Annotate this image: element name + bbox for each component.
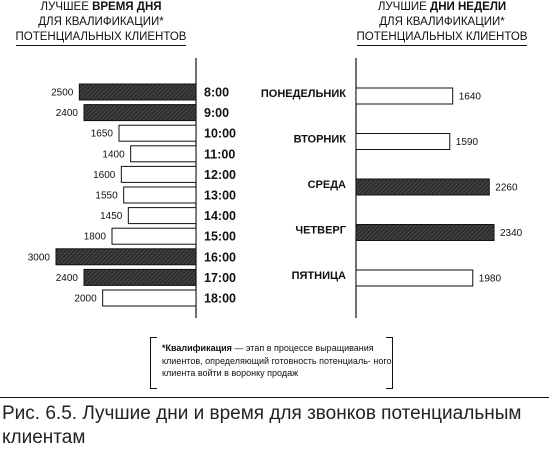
footnote-term: *Квалификация (162, 343, 232, 353)
left-value-label: 2500 (51, 87, 74, 99)
left-title-line2: ДЛЯ КВАЛИФИКАЦИИ* (38, 16, 164, 28)
caption-rule (0, 397, 549, 398)
left-value-label: 1400 (102, 149, 125, 161)
left-title-part1: ЛУЧШЕЕ (40, 1, 93, 13)
caption-text: Лучшие дни и время для звонков потенциальным клиентам (2, 403, 522, 448)
right-value-label: 2260 (495, 182, 518, 194)
left-bar-15:00 (112, 228, 196, 244)
left-category-label: 15:00 (204, 229, 236, 244)
left-category-label: 9:00 (204, 106, 230, 121)
right-bar-ПОНЕДЕЛЬНИК (356, 88, 453, 104)
left-value-label: 1550 (95, 190, 118, 202)
left-value-label: 1800 (83, 231, 106, 243)
right-category-label: ПЯТНИЦА (291, 270, 346, 282)
left-chart (28, 58, 236, 318)
right-bar-ВТОРНИК (356, 134, 450, 150)
right-category-label: ВТОРНИК (293, 133, 346, 146)
right-title-part1: ЛУЧШИЕ (377, 1, 431, 13)
left-bar-8:00 (79, 84, 196, 100)
right-title-bold: ДНИ НЕДЕЛИ (430, 1, 507, 13)
left-value-label: 1650 (90, 128, 113, 140)
right-category-label: ЧЕТВЕРГ (295, 224, 346, 237)
right-bar-ЧЕТВЕРГ (356, 225, 494, 241)
left-category-label: 18:00 (204, 291, 236, 306)
left-bar-13:00 (124, 187, 196, 203)
left-bar-14:00 (128, 208, 196, 224)
right-category-label: СРЕДА (307, 179, 346, 191)
right-bar-СРЕДА (356, 179, 489, 195)
left-value-label: 2400 (55, 272, 78, 284)
left-bar-18:00 (103, 290, 196, 306)
left-value-label: 1450 (100, 211, 123, 223)
left-bar-16:00 (56, 249, 196, 265)
right-title-line3: ПОТЕНЦИАЛЬНЫХ КЛИЕНТОВ (357, 31, 528, 46)
left-bar-10:00 (119, 125, 196, 141)
caption-label: Рис. 6.5. (2, 403, 78, 424)
left-bar-17:00 (84, 269, 196, 285)
left-category-label: 13:00 (204, 188, 236, 203)
right-bar-ПЯТНИЦА (356, 270, 473, 286)
figure-caption (2, 402, 542, 450)
footnote-text: — этап в процессе выращивания клиентов, определяющий готовность потенциаль- ного клиента войти в воронку продаж (162, 343, 392, 378)
left-category-label: 16:00 (204, 250, 236, 265)
left-category-label: 17:00 (204, 270, 236, 285)
left-value-label: 1600 (93, 169, 116, 181)
left-category-label: 8:00 (204, 85, 230, 100)
right-value-label: 1640 (458, 91, 481, 103)
right-value-label: 2340 (500, 228, 523, 239)
left-category-label: 10:00 (204, 126, 236, 141)
right-chart (261, 58, 523, 318)
left-category-label: 14:00 (204, 209, 236, 224)
left-title-line3: ПОТЕНЦИАЛЬНЫХ КЛИЕНТОВ (16, 31, 187, 46)
left-bar-11:00 (131, 146, 196, 162)
left-bar-9:00 (84, 105, 196, 121)
left-value-label: 2400 (55, 108, 78, 120)
left-category-label: 11:00 (204, 147, 236, 162)
right-value-label: 1980 (478, 273, 502, 285)
right-category-label: ПОНЕДЕЛЬНИК (260, 88, 346, 100)
left-bar-12:00 (121, 166, 196, 182)
right-title-line2: ДЛЯ КВАЛИФИКАЦИИ* (379, 16, 505, 28)
footnote (156, 339, 398, 383)
left-title-bold: ВРЕМЯ ДНЯ (92, 1, 162, 13)
right-value-label: 1590 (455, 137, 479, 148)
left-value-label: 2000 (74, 293, 97, 305)
left-value-label: 3000 (27, 252, 50, 264)
left-category-label: 12:00 (204, 167, 236, 182)
